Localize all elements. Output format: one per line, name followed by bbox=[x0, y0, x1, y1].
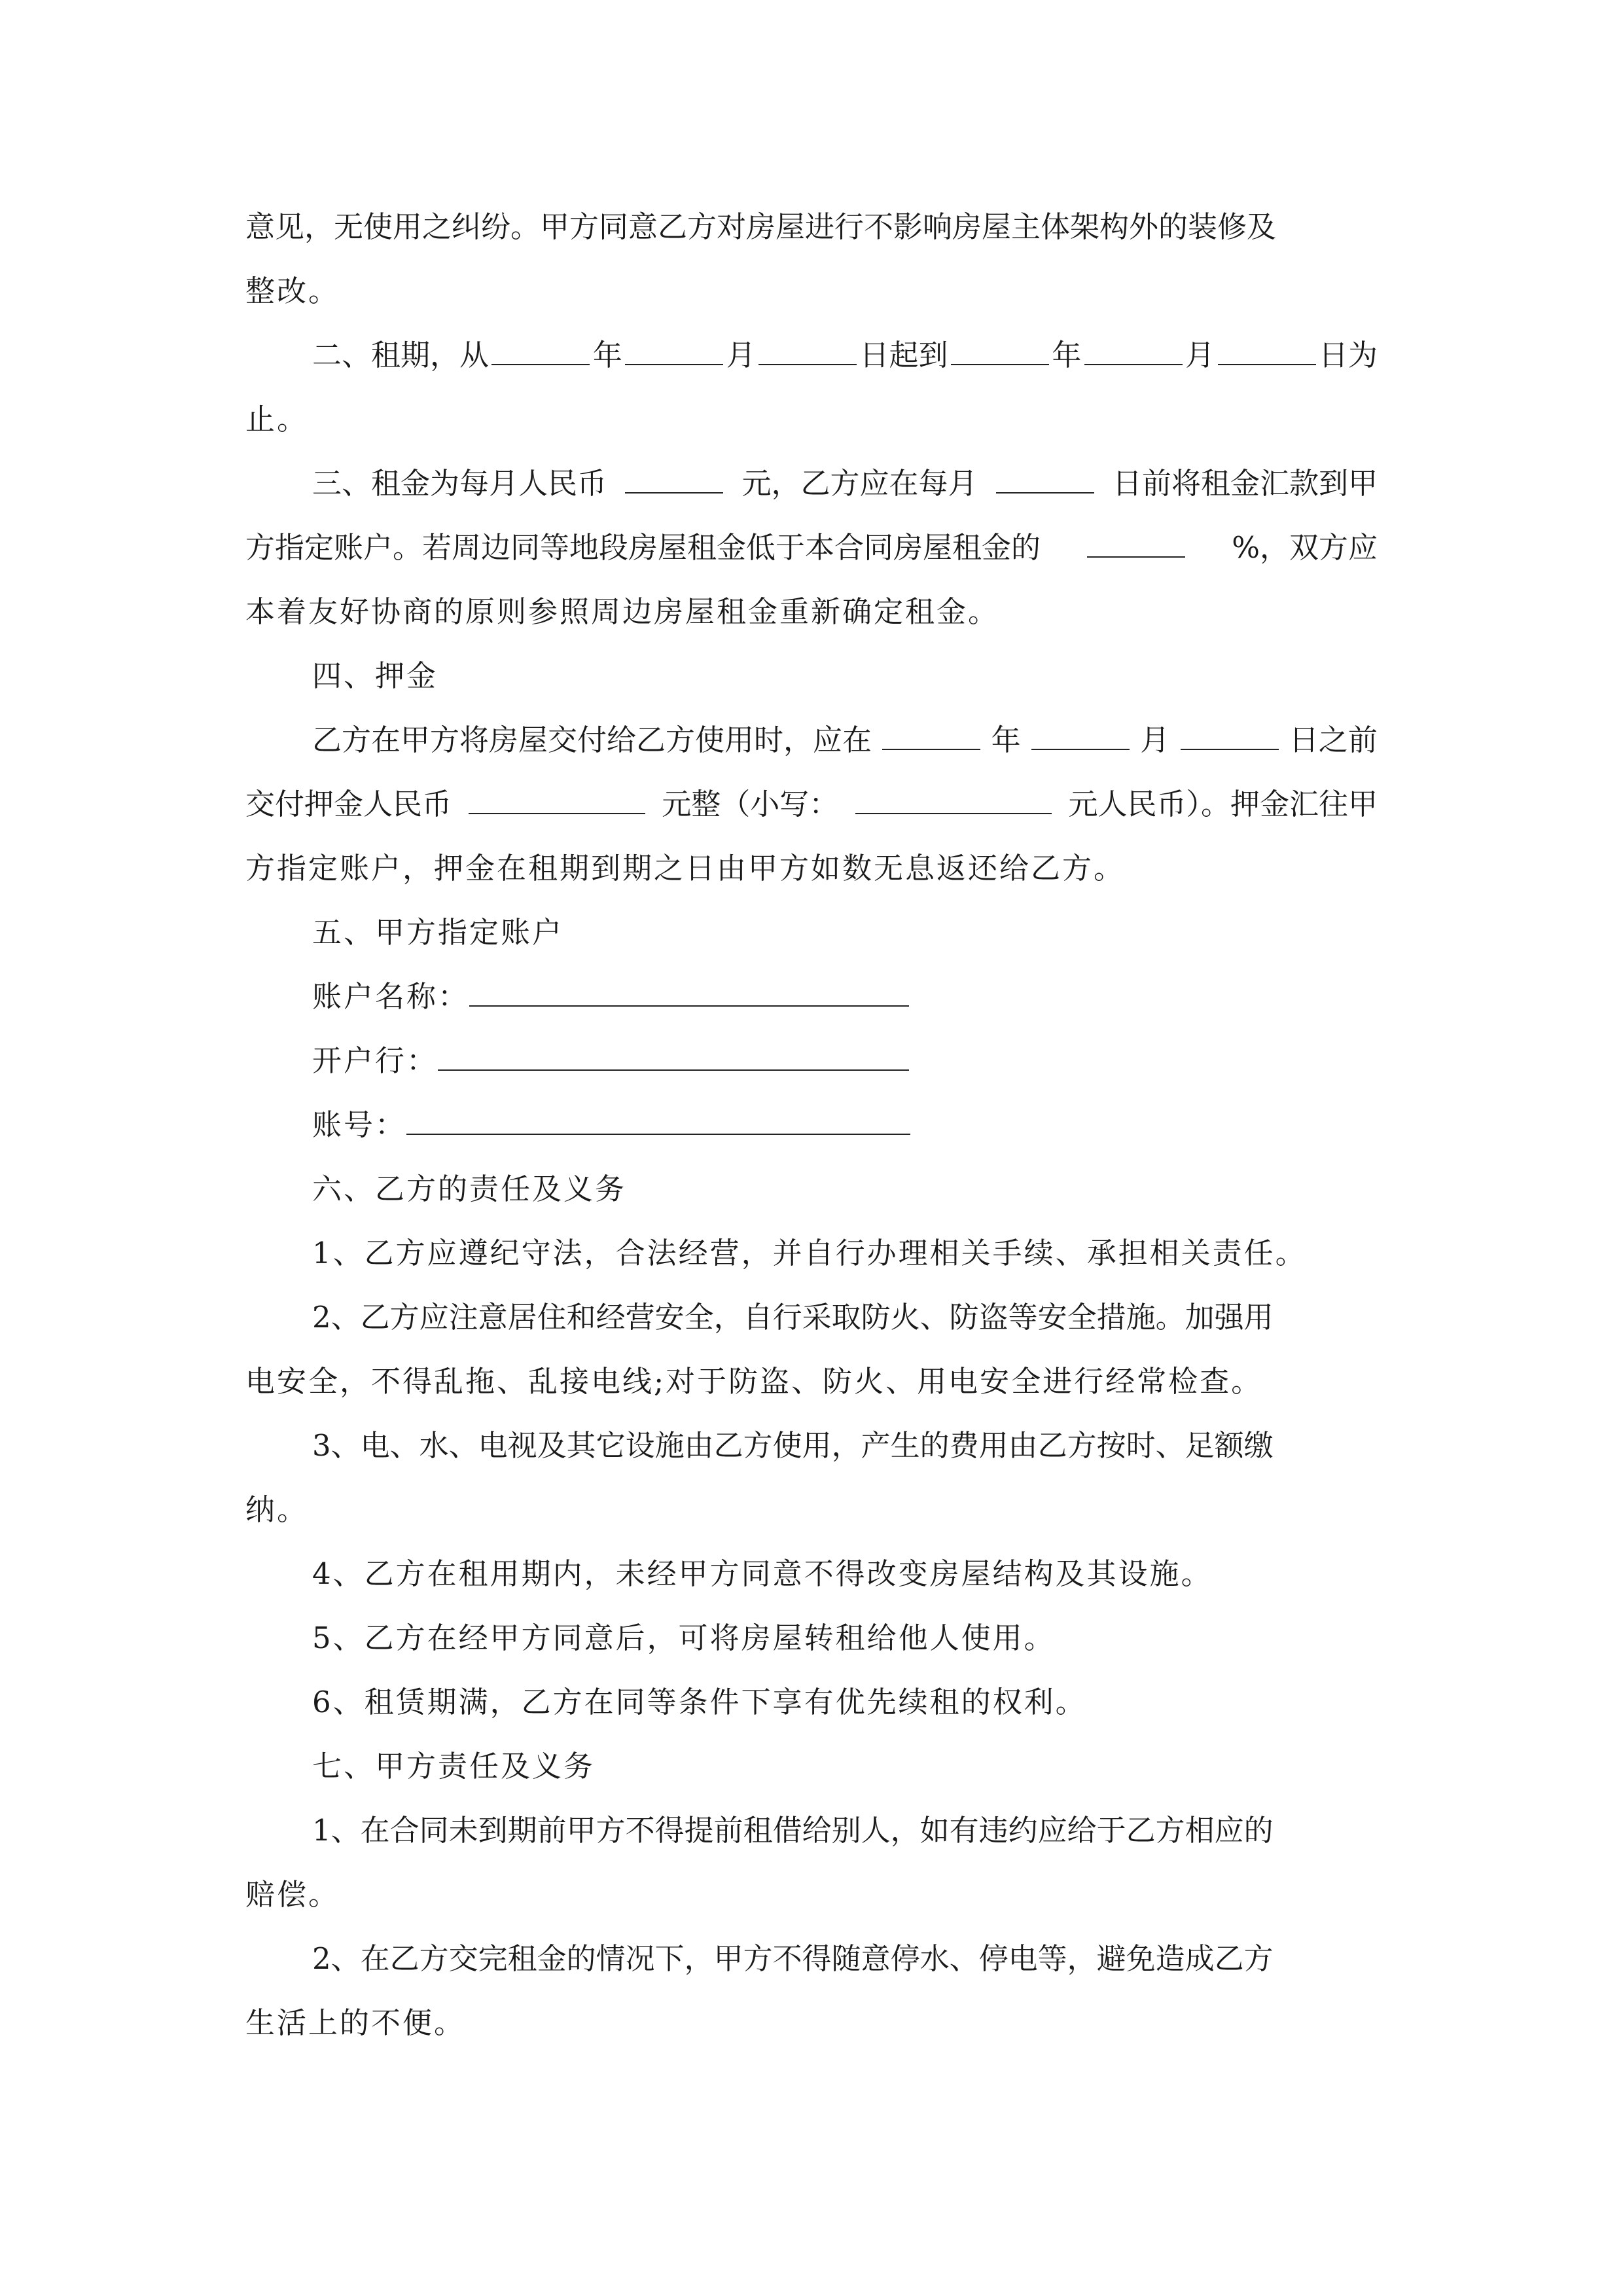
text-line bbox=[245, 1799, 1378, 1863]
text-line bbox=[245, 1414, 1378, 1478]
deposit-amount-blank[interactable] bbox=[469, 781, 645, 814]
heading-text: 四、押金 bbox=[312, 658, 438, 693]
start-year-blank[interactable] bbox=[491, 332, 590, 365]
end-day-blank[interactable] bbox=[1218, 332, 1316, 365]
heading-text: 六、乙方的责任及义务 bbox=[312, 1172, 627, 1206]
field-label: 开户行： bbox=[312, 1043, 438, 1078]
start-day-blank[interactable] bbox=[758, 332, 857, 365]
text-line bbox=[245, 259, 1378, 323]
deposit-amount-numeric-blank[interactable] bbox=[855, 781, 1052, 814]
text-line bbox=[245, 1863, 1378, 1927]
deposit-month-blank[interactable] bbox=[1031, 717, 1130, 750]
clause-text: 赔偿。 bbox=[245, 1877, 340, 1912]
text-line bbox=[245, 1350, 1378, 1414]
text-line bbox=[245, 1285, 1378, 1350]
section-heading bbox=[245, 1734, 1378, 1799]
payment-day-blank[interactable] bbox=[996, 461, 1094, 493]
heading-text: 五、甲方指定账户 bbox=[312, 915, 564, 950]
text-line bbox=[245, 1542, 1378, 1606]
account-name-blank[interactable] bbox=[469, 973, 909, 1007]
clause-text: 乙方在甲方将房屋交付给乙方使用时，应在 bbox=[312, 723, 872, 757]
clause-text: 方指定账户，押金在租期到期之日由甲方如数无息返还给乙方。 bbox=[245, 851, 1126, 886]
clause-text: 1、在合同未到期前甲方不得提前租借给别人，如有违约应给于乙方相应的 bbox=[312, 1813, 1274, 1848]
monthly-rent-blank[interactable] bbox=[625, 461, 723, 493]
clause-text: 1、乙方应遵纪守法，合法经营，并自行办理相关手续、承担相关责任。 bbox=[312, 1236, 1307, 1270]
clause-text: 止。 bbox=[245, 402, 309, 437]
deposit-day-blank[interactable] bbox=[1181, 717, 1279, 750]
text-line bbox=[245, 836, 1378, 901]
end-month-blank[interactable] bbox=[1084, 332, 1183, 365]
text-line bbox=[245, 195, 1378, 259]
clause-text: 电安全，不得乱拖、乱接电线;对于防盗、防火、用电安全进行经常检查。 bbox=[245, 1364, 1263, 1399]
clause-text: 三、租金为每月人民币 bbox=[312, 466, 607, 501]
deposit-year-blank[interactable] bbox=[882, 717, 980, 750]
text-line bbox=[245, 1606, 1378, 1670]
clause-text: 方指定账户。若周边同等地段房屋租金低于本合同房屋租金的 bbox=[245, 530, 1041, 565]
percent-blank[interactable] bbox=[1087, 525, 1185, 558]
clause-text: 日为 bbox=[1318, 338, 1378, 372]
clause-text: 月 bbox=[1140, 723, 1170, 757]
clause-text: 日起到 bbox=[859, 338, 948, 372]
lease-term-line bbox=[245, 323, 1378, 387]
clause-text: 年 bbox=[592, 338, 622, 372]
clause-text: 2、在乙方交完租金的情况下，甲方不得随意停水、停电等，避免造成乙方 bbox=[312, 1941, 1274, 1976]
clause-text: 年 bbox=[1052, 338, 1082, 372]
clause-text: 5、乙方在经甲方同意后，可将房屋转租给他人使用。 bbox=[312, 1621, 1056, 1655]
clause-text: 日之前 bbox=[1289, 723, 1378, 757]
text-line bbox=[245, 1221, 1378, 1285]
clause-text: 月 bbox=[726, 338, 756, 372]
text-line bbox=[245, 1478, 1378, 1542]
text-line bbox=[245, 387, 1378, 452]
heading-text: 七、甲方责任及义务 bbox=[312, 1749, 596, 1784]
start-month-blank[interactable] bbox=[625, 332, 723, 365]
deposit-date-line bbox=[245, 708, 1378, 772]
field-label: 账户名称： bbox=[312, 979, 470, 1014]
clause-text: 元，乙方应在每月 bbox=[741, 466, 978, 501]
section-heading bbox=[245, 1157, 1378, 1221]
clause-text: 生活上的不便。 bbox=[245, 2005, 466, 2040]
deposit-amount-line bbox=[245, 772, 1378, 836]
clause-text: 元整（小写： bbox=[662, 787, 839, 821]
clause-text: 本着友好协商的原则参照周边房屋租金重新确定租金。 bbox=[245, 594, 1000, 629]
rent-percent-line bbox=[245, 516, 1378, 580]
clause-text: 2、乙方应注意居住和经营安全，自行采取防火、防盗等安全措施。加强用 bbox=[312, 1300, 1274, 1335]
account-number-line bbox=[245, 1093, 1378, 1157]
bank-line bbox=[245, 1029, 1378, 1093]
text-line bbox=[245, 1670, 1378, 1734]
text-line bbox=[245, 580, 1378, 644]
bank-blank[interactable] bbox=[438, 1037, 909, 1071]
clause-text: 元人民币）。押金汇往甲 bbox=[1068, 787, 1378, 821]
field-label: 账号： bbox=[312, 1107, 407, 1142]
clause-text: 年 bbox=[991, 723, 1021, 757]
clause-text: 4、乙方在租用期内，未经甲方同意不得改变房屋结构及其设施。 bbox=[312, 1556, 1213, 1591]
text-line bbox=[245, 1927, 1378, 1991]
end-year-blank[interactable] bbox=[951, 332, 1049, 365]
account-name-line bbox=[245, 965, 1378, 1029]
account-number-blank[interactable] bbox=[406, 1101, 910, 1135]
clause-text: %，双方应 bbox=[1232, 530, 1378, 565]
clause-text: 纳。 bbox=[245, 1492, 309, 1527]
clause-text: 整改。 bbox=[245, 274, 340, 308]
rent-line bbox=[245, 452, 1378, 516]
text-line bbox=[245, 1991, 1378, 2055]
contract-body bbox=[245, 195, 1378, 2055]
clause-text: 6、租赁期满，乙方在同等条件下享有优先续租的权利。 bbox=[312, 1685, 1087, 1719]
clause-text: 交付押金人民币 bbox=[245, 787, 452, 821]
clause-text: 月 bbox=[1185, 338, 1215, 372]
clause-text: 二、租期，从 bbox=[312, 338, 490, 372]
clause-text: 日前将租金汇款到甲 bbox=[1112, 466, 1378, 501]
clause-text: 意见，无使用之纠纷。甲方同意乙方对房屋进行不影响房屋主体架构外的装修及 bbox=[245, 209, 1277, 244]
section-heading bbox=[245, 644, 1378, 708]
clause-text: 3、电、水、电视及其它设施由乙方使用，产生的费用由乙方按时、足额缴 bbox=[312, 1428, 1274, 1463]
section-heading bbox=[245, 901, 1378, 965]
